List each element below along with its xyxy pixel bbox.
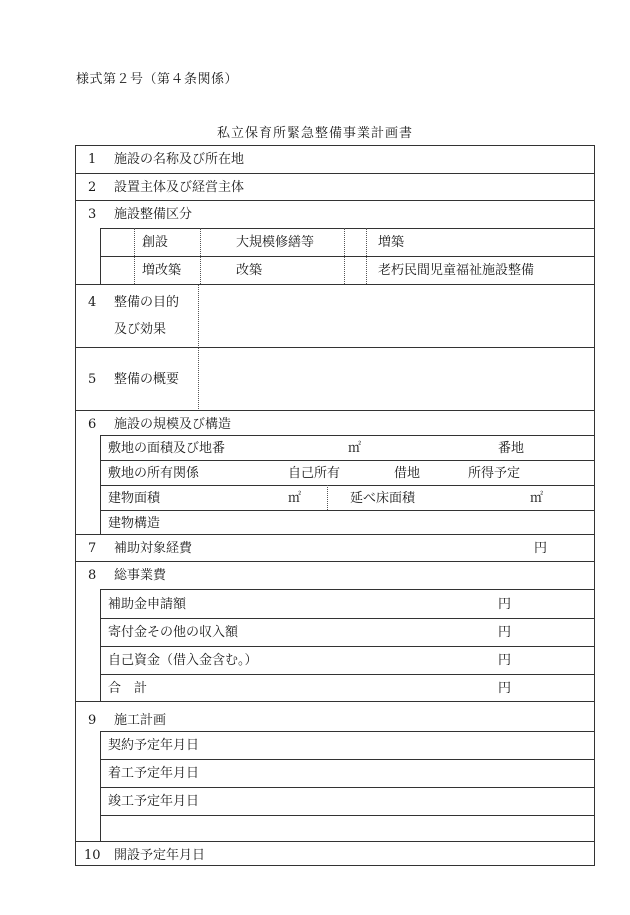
form-number: 様式第２号（第４条関係） xyxy=(76,72,239,87)
row-total-project-cost xyxy=(76,561,594,701)
item-label: 設置主体及び経営主体 xyxy=(114,180,245,195)
yen-unit: 円 xyxy=(498,681,512,696)
item-label: 開設予定年月日 xyxy=(114,848,206,863)
land-ownership-label: 敷地の所有関係 xyxy=(108,466,200,481)
item-label: 整備の概要 xyxy=(114,372,180,387)
item-number: 2 xyxy=(88,180,97,195)
land-area-unit: ㎡ xyxy=(348,441,362,456)
item-number: 8 xyxy=(88,568,97,583)
own-funds-label: 自己資金（借入金含む。） xyxy=(108,653,258,668)
yen-unit: 円 xyxy=(498,653,512,668)
option-renovation[interactable]: 改築 xyxy=(236,263,263,278)
item-label: 施設の規模及び構造 xyxy=(114,417,232,432)
building-area-label: 建物面積 xyxy=(108,491,161,506)
yen-unit: 円 xyxy=(498,625,512,640)
ownership-leased[interactable]: 借地 xyxy=(394,466,421,481)
option-extension-renovation[interactable]: 増改築 xyxy=(142,263,182,278)
item-label: 施工計画 xyxy=(114,713,167,728)
start-date-label: 着工予定年月日 xyxy=(108,766,200,781)
document-title: 私立保育所緊急整備事業計画書 xyxy=(216,126,413,141)
total-label: 合 計 xyxy=(108,681,148,696)
building-structure-label: 建物構造 xyxy=(108,516,161,531)
item-number: 9 xyxy=(88,713,97,728)
item-label: 施設の名称及び所在地 xyxy=(114,152,245,167)
purpose-effect-field[interactable] xyxy=(200,285,594,348)
item-number: 4 xyxy=(88,295,97,310)
land-area-lot-label: 敷地の面積及び地番 xyxy=(108,441,226,456)
subsidy-application-label: 補助金申請額 xyxy=(108,597,187,612)
item-number: 10 xyxy=(84,848,101,863)
total-floor-area-unit: ㎡ xyxy=(530,491,544,506)
item-label-line2: 及び効果 xyxy=(114,322,167,337)
yen-unit: 円 xyxy=(498,597,512,612)
option-new-construction[interactable]: 創設 xyxy=(142,235,169,250)
item-number: 5 xyxy=(88,372,97,387)
contract-date-label: 契約予定年月日 xyxy=(108,738,200,753)
building-area-unit: ㎡ xyxy=(288,491,302,506)
yen-unit: 円 xyxy=(534,541,548,556)
option-aged-welfare-facility[interactable]: 老朽民間児童福祉施設整備 xyxy=(378,263,535,278)
row-purpose-effect xyxy=(76,284,594,347)
item-label-line1: 整備の目的 xyxy=(114,295,180,310)
item-number: 7 xyxy=(88,541,97,556)
item-label: 総事業費 xyxy=(114,568,167,583)
row-facility-name-location xyxy=(76,146,594,173)
row-improvement-overview xyxy=(76,347,594,410)
completion-date-label: 竣工予定年月日 xyxy=(108,794,200,809)
total-floor-area-label: 延べ床面積 xyxy=(350,491,416,506)
donations-other-income-label: 寄付金その他の収入額 xyxy=(108,625,239,640)
row-facility-scale-structure xyxy=(76,410,594,534)
item-label: 施設整備区分 xyxy=(114,207,193,222)
ownership-own[interactable]: 自己所有 xyxy=(288,466,341,481)
option-major-repair[interactable]: 大規模修繕等 xyxy=(236,235,315,250)
plan-form-table xyxy=(75,145,595,866)
improvement-overview-field[interactable] xyxy=(200,348,594,411)
item-label: 補助対象経費 xyxy=(114,541,193,556)
row-establishing-operating-entity xyxy=(76,173,594,200)
item-number: 1 xyxy=(88,152,97,167)
row-eligible-expenses xyxy=(76,534,594,561)
ownership-planned[interactable]: 所得予定 xyxy=(468,466,521,481)
item-number: 6 xyxy=(88,417,97,432)
row-facility-improvement-category xyxy=(76,200,594,284)
lot-number-unit: 番地 xyxy=(498,441,525,456)
row-construction-plan xyxy=(76,701,594,841)
option-extension[interactable]: 増築 xyxy=(378,235,405,250)
item-number: 3 xyxy=(88,207,97,222)
row-opening-date xyxy=(76,841,594,867)
